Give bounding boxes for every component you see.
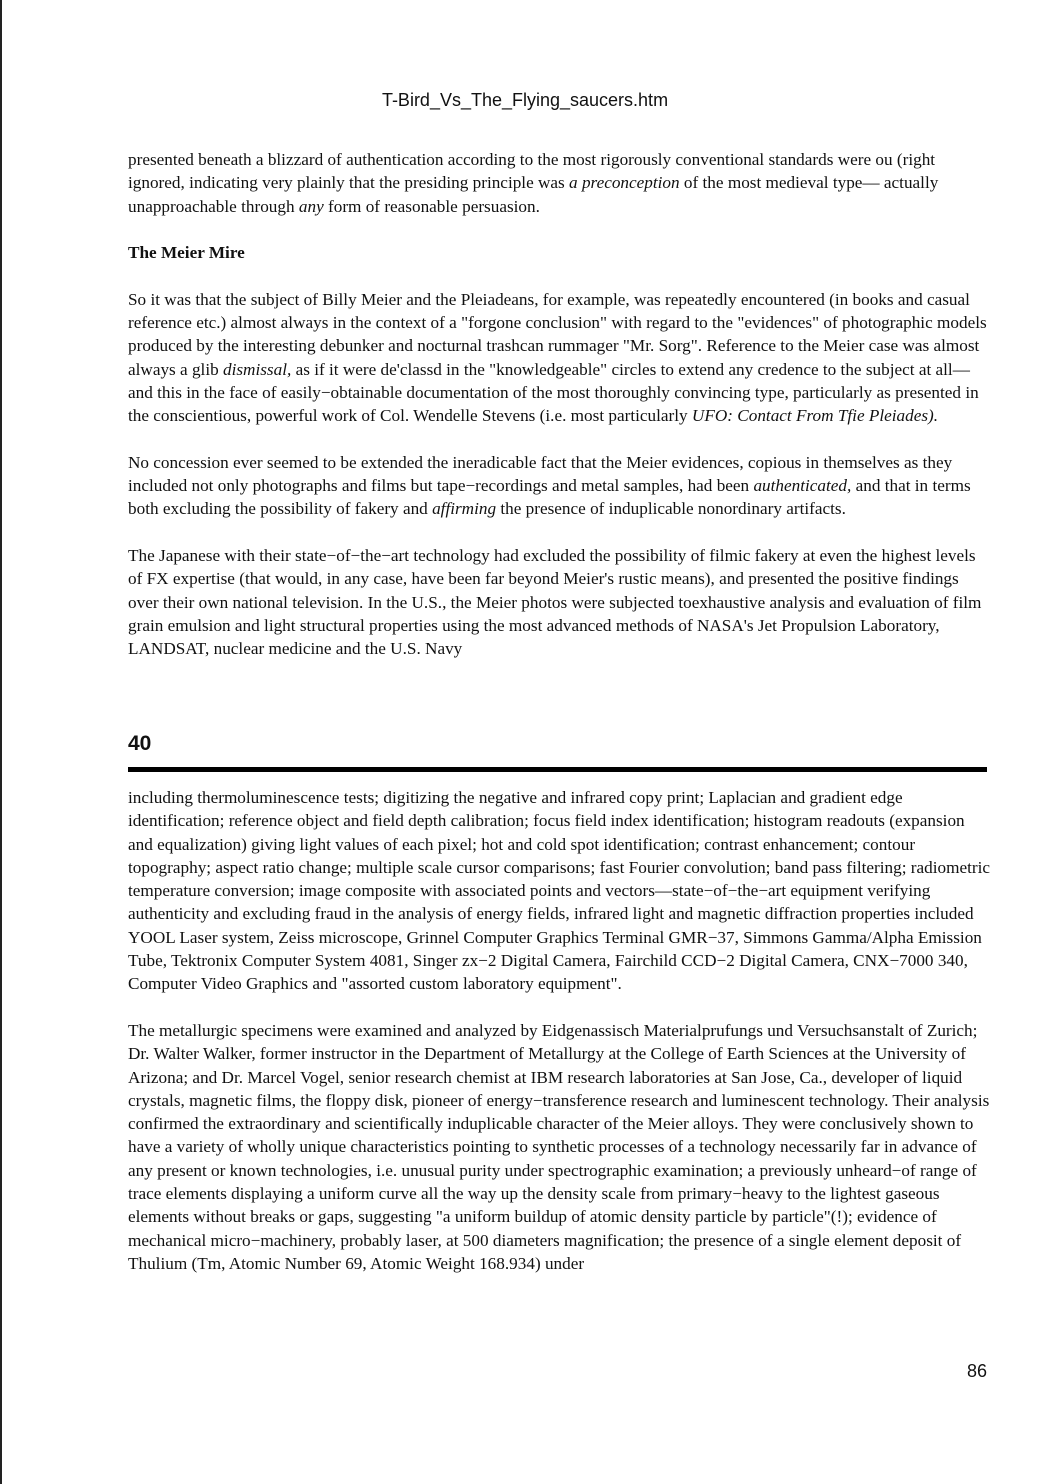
emphasis-text: UFO: Contact From Tfie Pleiades). — [691, 406, 939, 426]
paragraph-meier-subject — [128, 288, 990, 428]
paragraph-text: So it was that the subject of Billy Meier and the Pleiadeans, for example, was repeatedly encountered (in books and casual reference etc.) almost always in the context of a "forgone conclusion" with regard to the "evidences" of photographic models produced by the interesting debunker and nocturnal trashcan rummager "Mr. Sorg". Reference to the Meier case was almost always a glib — [128, 289, 987, 379]
paragraph-equipment-list: including thermoluminescence tests; digitizing the negative and infrared copy print; Laplacian and gradient edge identification; reference object and field depth calibration; focus field index identification; histogram readouts (expansion and equalization) giving light values of each pixel; hot and cold spot identification; contrast enhancement; contour topography; aspect ratio change; multiple scale cursor comparisons; fast Fourier convolution; band pass filtering; radiometric temperature conversion; image composite with associated points and vectors—state−of−the−art equipment verifying authenticity and excluding fraud in the analysis of energy fields, infrared light and magnetic diffraction properties included YOOL Laser system, Zeiss microscope, Grinnel Computer Graphics Terminal GMR−37, Simmons Gamma/Alpha Emission Tube, Tektronix Computer System 4081, Singer zx−2 Digital Camera, Fairchild CCD−2 Digital Camera, CNX−7000 340, Computer Video Graphics and "assorted custom laboratory equipment". — [128, 788, 991, 994]
paragraph-concession — [128, 451, 990, 521]
emphasis-text: authenticated, — [753, 476, 852, 496]
paragraph-text: of the most medieval type— actually unapproachable through — [128, 173, 939, 216]
bottom-text-block — [128, 786, 990, 1299]
paragraph-text: form of reasonable persuasion. — [323, 196, 540, 216]
paragraph-text: the presence of induplicable nonordinary artifacts. — [496, 499, 846, 519]
page-header-filename: T-Bird_Vs_The_Flying_saucers.htm — [381, 90, 669, 110]
emphasis-text: dismissal, — [223, 359, 292, 379]
paragraph-japanese-analysis: The Japanese with their state−of−the−art technology had excluded the possibility of filmic fakery at even the highest levels of FX expertise (that would, in any case, have been far beyond Meier's rustic means), and presented the positive findings over their own national television. In the U.S., the Meier photos were subjected toexhaustive analysis and evaluation of film grain emulsion and light structural properties using the most advanced methods of NASA's Jet Propulsion Laboratory, LANDSAT, nuclear medicine and the U.S. Navy — [128, 546, 982, 659]
paragraph-authentication — [128, 148, 990, 218]
emphasis-text: a preconception — [569, 173, 680, 193]
paragraph-text: and that in terms both excluding the possibility of fakery and — [128, 476, 971, 519]
page-left-border — [0, 0, 2, 1484]
emphasis-text: affirming — [432, 499, 497, 519]
paragraph-text: No concession ever seemed to be extended the ineradicable fact that the Meier evidences, copious in themselves as they included not only photographs and films but tape−recordings and metal samples, had been — [128, 452, 953, 496]
emphasis-text: any — [298, 196, 324, 216]
horizontal-rule — [128, 767, 987, 772]
paragraph-text: as if it were de'classd in the "knowledgeable" circles to extend any credence to the subject at all—and this in the face of easily−obtainable documentation of the most thoroughly convincing type, particularly as presented in the conscientious, powerful work of Col. Wendelle Stevens (i.e. most particularly — [128, 359, 979, 426]
paragraph-text: presented beneath a blizzard of authentication according to the most rigorously conventional standards were ou (right ignored, indicating very plainly that the presiding principle was — [128, 150, 936, 193]
section-heading: The Meier Mire — [128, 243, 245, 263]
footer-page-number: 86 — [966, 1361, 987, 1381]
top-text-block — [128, 148, 990, 684]
paragraph-metallurgic-specimens: The metallurgic specimens were examined and analyzed by Eidgenassisch Materialprufungs und Versuchsanstalt of Zurich; Dr. Walter Walker, former instructor in the Department of Metallurgy at the College of Earth Sciences at the University of Arizona; and Dr. Marcel Vogel, senior research chemist at IBM research laboratories at San Jose, Ca., developer of liquid crystals, magnetic films, the floppy disk, pioneer of energy−transference research and luminescent technology. Their analysis confirmed the extraordinary and scientifically induplicable character of the Meier alloys. They were conclusively shown to have a variety of wholly unique characteristics pointing to synthetic processes of a technology necessarily far in advance of any present or known technologies, i.e. unusual purity under spectrographic examination; a previously unheard−of range of trace elements displaying a uniform curve all the way up the density scale from primary−heavy to the lightest gaseous elements without breaks or gaps, suggesting "a uniform buildup of atomic density particle by particle"(!); evidence of mechanical micro−machinery, probably laser, at 500 diameters magnification; the presence of a single element deposit of Thulium (Tm, Atomic Number 69, Atomic Weight 168.934) under — [128, 1020, 990, 1273]
section-page-number: 40 — [128, 732, 152, 755]
